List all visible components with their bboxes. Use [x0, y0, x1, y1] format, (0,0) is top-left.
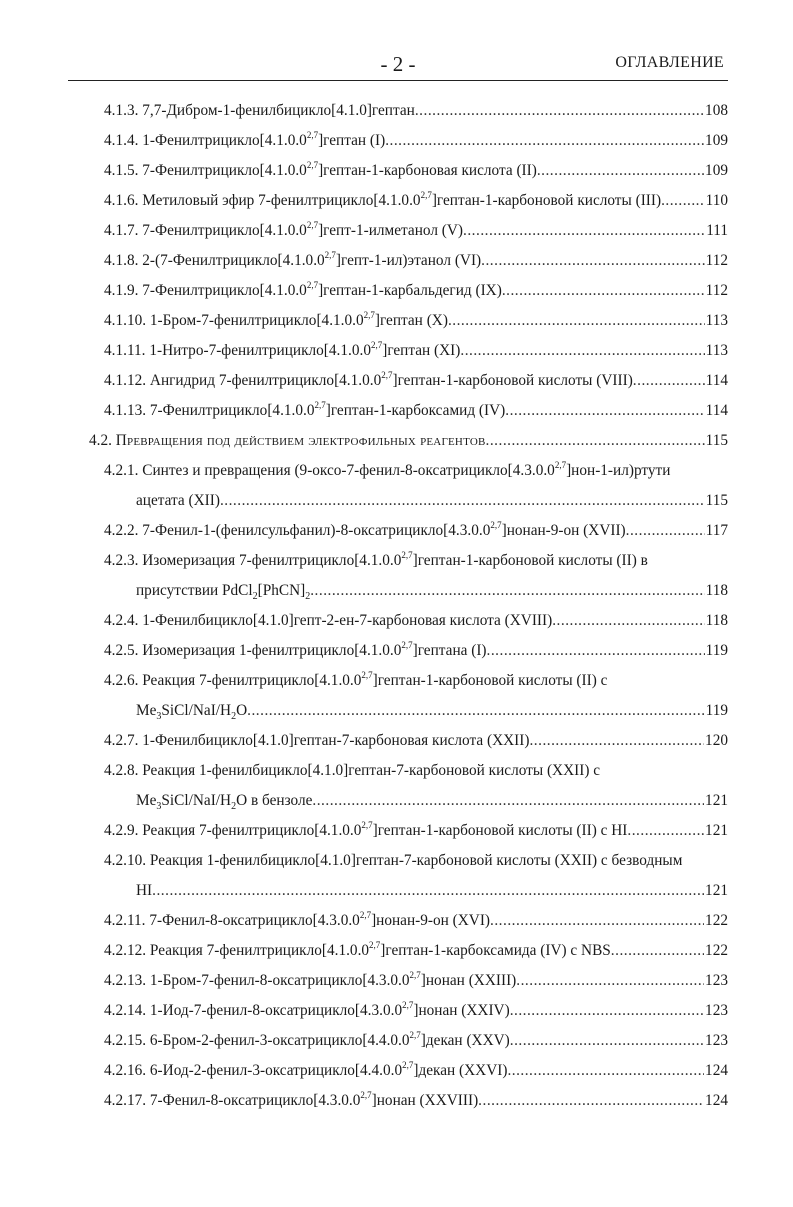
entry-number: 4.2.12. — [104, 942, 147, 959]
entry-title-end: ]гептан-1-карбальдегид (IX) — [318, 282, 502, 299]
toc-entry[interactable] — [104, 246, 728, 276]
leader-dots — [448, 306, 705, 336]
superscript: 2,7 — [401, 549, 413, 560]
toc-entry[interactable] — [104, 816, 728, 846]
page-ref: 115 — [705, 492, 728, 509]
toc-section-heading[interactable] — [89, 426, 728, 456]
superscript: 2,7 — [359, 909, 372, 920]
entry-title: 7,7-Дибром-1-фенилбицикло[4.1.0]гептан — [142, 102, 415, 119]
toc-entry-continuation[interactable] — [136, 696, 728, 726]
entry-title-cont: Me — [136, 792, 157, 809]
section-number: 4.2. — [89, 432, 112, 449]
entry-title-end: ]нонан (XXVIII) — [371, 1092, 479, 1109]
page-ref: 111 — [706, 222, 728, 239]
page-ref: 117 — [705, 522, 728, 539]
entry-title: 7-Фенил-8-оксатрицикло[4.3.0.0 — [149, 1092, 361, 1109]
leader-dots — [627, 816, 704, 846]
entry-title: 7-Фенил-8-оксатрицикло[4.3.0.0 — [149, 912, 360, 929]
toc-entry-continuation[interactable] — [136, 786, 728, 816]
toc-entry[interactable] — [104, 186, 728, 216]
entry-number: 4.1.6. — [104, 192, 139, 209]
superscript: 2,7 — [370, 339, 383, 350]
superscript: 2,7 — [409, 1029, 421, 1040]
entry-title-end: ]нон-1-ил)ртути — [566, 462, 671, 479]
toc-entry[interactable] — [104, 336, 728, 366]
entry-title-end: ]нонан-9-он (XVII) — [501, 522, 626, 539]
page-ref: 122 — [705, 942, 728, 959]
entry-title: 1-Нитро-7-фенилтрицикло[4.1.0.0 — [149, 342, 371, 359]
superscript: 2,7 — [306, 129, 319, 140]
entry-title-end: ]нонан (XXIII) — [420, 972, 517, 989]
entry-number: 4.1.13. — [104, 402, 147, 419]
page-ref: 121 — [705, 792, 728, 809]
entry-title: Синтез и превращения (9-оксо-7-фенил-8-оксатрицикло[4.3.0.0 — [142, 462, 555, 479]
entry-number: 4.2.11. — [104, 912, 146, 929]
entry-number: 4.1.7. — [104, 222, 139, 239]
toc-entry[interactable] — [104, 396, 728, 426]
leader-dots — [481, 246, 704, 276]
superscript: 2,7 — [363, 309, 375, 320]
toc-entry[interactable] — [104, 516, 728, 546]
superscript: 2,7 — [402, 1059, 414, 1070]
leader-dots — [490, 906, 704, 936]
page-ref: 119 — [705, 702, 728, 719]
entry-title-end: ]гептан-1-карбоновой кислоты (VIII) — [392, 372, 633, 389]
superscript: 2,7 — [381, 369, 393, 380]
page-ref: 123 — [705, 1002, 728, 1019]
leader-dots — [507, 1056, 704, 1086]
entry-title: 7-Фенилтрицикло[4.1.0.0 — [149, 402, 315, 419]
entry-title-end: ]нонан-9-он (XVI) — [371, 912, 491, 929]
leader-dots — [310, 576, 704, 606]
leader-dots — [626, 516, 705, 546]
toc-entry[interactable] — [104, 1026, 728, 1056]
toc-entry[interactable] — [104, 156, 728, 186]
superscript: 2,7 — [306, 219, 319, 230]
toc-entry-line[interactable] — [104, 546, 728, 576]
leader-dots — [463, 216, 705, 246]
table-of-contents — [0, 96, 793, 1116]
toc-entry[interactable] — [104, 966, 728, 996]
page-ref: 123 — [705, 972, 728, 989]
leader-dots — [552, 606, 704, 636]
entry-title: 1-Бром-7-фенил-8-оксатрицикло[4.3.0.0 — [149, 972, 410, 989]
entry-title-cont: ацетата (XII) — [136, 492, 220, 509]
entry-title-end: ]гепт-1-ил)этанол (VI) — [335, 252, 482, 269]
entry-number: 4.2.14. — [104, 1002, 147, 1019]
superscript: 2,7 — [369, 939, 381, 950]
entry-title: 1-Фенилтрицикло[4.1.0.0 — [142, 132, 307, 149]
subscript: 2 — [231, 711, 237, 723]
entry-title-end: ]гептан (I) — [318, 132, 386, 149]
leader-dots — [486, 426, 705, 456]
entry-title-end: ]декан (XXVI) — [413, 1062, 508, 1079]
toc-entry[interactable] — [104, 906, 728, 936]
entry-title-cont: [PhCN] — [257, 582, 306, 599]
leader-dots — [505, 396, 704, 426]
entry-title: Реакция 1-фенилбицикло[4.1.0]гептан-7-карбоновой кислоты (XXII) с безводным — [149, 852, 683, 869]
superscript: 2,7 — [554, 459, 567, 470]
entry-title: 1-Иод-7-фенил-8-оксатрицикло[4.3.0.0 — [149, 1002, 403, 1019]
leader-dots — [460, 336, 704, 366]
entry-title-end: ]гептан-1-карбоновой кислоты (II) в — [412, 552, 648, 569]
entry-title-end: ]нонан (XXIV) — [413, 1002, 510, 1019]
page-number: - 2 - — [380, 52, 416, 76]
page-ref: 109 — [705, 162, 728, 179]
subscript: 2 — [252, 591, 258, 603]
page-ref: 113 — [705, 312, 728, 329]
toc-entry-line[interactable] — [104, 456, 728, 486]
entry-number: 4.1.4. — [104, 132, 139, 149]
entry-title-cont: O — [236, 702, 248, 719]
toc-entry-line[interactable] — [104, 666, 728, 696]
entry-number: 4.2.7. — [104, 732, 139, 749]
entry-number: 4.1.11. — [104, 342, 146, 359]
entry-title: 1-Бром-7-фенилтрицикло[4.1.0.0 — [149, 312, 364, 329]
page-ref: 121 — [705, 822, 728, 839]
entry-number: 4.2.17. — [104, 1092, 147, 1109]
entry-number: 4.2.9. — [104, 822, 139, 839]
entry-title: Реакция 7-фенилтрицикло[4.1.0.0 — [149, 942, 370, 959]
entry-title: 7-Фенилтрицикло[4.1.0.0 — [142, 282, 307, 299]
toc-entry[interactable] — [104, 126, 728, 156]
entry-title: 7-Фенилтрицикло[4.1.0.0 — [142, 162, 307, 179]
page-ref: 114 — [705, 402, 728, 419]
entry-title-end: ]гептан-1-карбоновая кислота (II) — [318, 162, 537, 179]
entry-title-end: ]гептан (X) — [374, 312, 448, 329]
leader-dots — [312, 786, 704, 816]
leader-dots — [529, 726, 704, 756]
toc-entry-line[interactable] — [104, 756, 728, 786]
superscript: 2,7 — [324, 249, 336, 260]
leader-dots — [220, 486, 705, 516]
section-title: Превращения под действием электрофильных реагентов — [115, 432, 486, 449]
leader-dots — [502, 276, 705, 306]
entry-number: 4.1.5. — [104, 162, 139, 179]
page-ref: 121 — [705, 882, 728, 899]
leader-dots — [385, 126, 704, 156]
toc-entry[interactable] — [104, 936, 728, 966]
leader-dots — [510, 996, 704, 1026]
entry-title-end: ]гептан-1-карбоновой кислоты (II) с — [372, 672, 608, 689]
entry-title: 6-Бром-2-фенил-3-оксатрицикло[4.4.0.0 — [149, 1032, 410, 1049]
entry-number: 4.2.2. — [104, 522, 139, 539]
entry-title-end: ]гептан-1-карбоновой кислоты (III) — [431, 192, 662, 209]
superscript: 2,7 — [306, 159, 319, 170]
entry-title: 1-Фенилбицикло[4.1.0]гепт-2-ен-7-карбоновая кислота (XVIII) — [142, 612, 553, 629]
leader-dots — [487, 636, 705, 666]
leader-dots — [152, 876, 704, 906]
page-header — [68, 50, 728, 81]
entry-title-end: ]гептан (XI) — [382, 342, 461, 359]
entry-title-cont: Me — [136, 702, 157, 719]
entry-title: 2-(7-Фенилтрицикло[4.1.0.0 — [142, 252, 325, 269]
page-ref: 124 — [705, 1062, 728, 1079]
superscript: 2,7 — [409, 969, 421, 980]
entry-title: Реакция 1-фенилбицикло[4.1.0]гептан-7-карбоновой кислоты (XXII) с — [142, 762, 601, 779]
entry-title-end: ]декан (XXV) — [420, 1032, 510, 1049]
entry-title-end: ]гептан-1-карбоксамида (IV) с NBS — [380, 942, 611, 959]
entry-number: 4.2.1. — [104, 462, 139, 479]
entry-number: 4.1.12. — [104, 372, 147, 389]
entry-title-cont: присутствии PdCl — [136, 582, 253, 599]
superscript: 2,7 — [490, 519, 502, 530]
entry-number: 4.2.15. — [104, 1032, 147, 1049]
page-ref: 124 — [705, 1092, 728, 1109]
page-ref: 115 — [705, 432, 728, 449]
superscript: 2,7 — [360, 1089, 372, 1100]
page-ref: 123 — [705, 1032, 728, 1049]
entry-number: 4.2.3. — [104, 552, 139, 569]
superscript: 2,7 — [361, 819, 373, 830]
entry-title: 7-Фенилтрицикло[4.1.0.0 — [142, 222, 307, 239]
leader-dots — [247, 696, 704, 726]
page-ref: 122 — [705, 912, 728, 929]
superscript: 2,7 — [402, 999, 414, 1010]
page-ref: 113 — [705, 342, 728, 359]
leader-dots — [415, 96, 704, 126]
toc-entry-continuation[interactable] — [136, 576, 728, 606]
toc-entry-continuation[interactable] — [136, 876, 728, 906]
toc-entry-line[interactable] — [104, 846, 728, 876]
entry-title-end: ]гептан-1-карбоновой кислоты (II) с HI — [372, 822, 628, 839]
superscript: 2,7 — [361, 669, 373, 680]
entry-title: 1-Фенилбицикло[4.1.0]гептан-7-карбоновая кислота (XXII) — [142, 732, 530, 749]
entry-title: Реакция 7-фенилтрицикло[4.1.0.0 — [142, 672, 362, 689]
toc-entry[interactable] — [104, 606, 728, 636]
leader-dots — [661, 186, 705, 216]
page-ref: 114 — [705, 372, 728, 389]
entry-number: 4.2.13. — [104, 972, 147, 989]
leader-dots — [633, 366, 705, 396]
entry-title-cont: HI — [136, 882, 153, 899]
page-ref: 110 — [705, 192, 728, 209]
entry-number: 4.2.16. — [104, 1062, 147, 1079]
entry-title-cont: SiCl/NaI/H — [161, 702, 232, 719]
toc-entry[interactable] — [104, 306, 728, 336]
page-ref: 119 — [705, 642, 728, 659]
subscript: 3 — [156, 711, 162, 723]
subscript: 2 — [231, 801, 237, 813]
toc-entry[interactable] — [104, 96, 728, 126]
entry-title-cont: SiCl/NaI/H — [161, 792, 232, 809]
page-ref: 120 — [705, 732, 728, 749]
entry-title: 6-Иод-2-фенил-3-оксатрицикло[4.4.0.0 — [149, 1062, 403, 1079]
entry-number: 4.1.9. — [104, 282, 139, 299]
entry-title: Изомеризация 1-фенилтрицикло[4.1.0.0 — [142, 642, 402, 659]
subscript: 2 — [305, 591, 311, 603]
entry-title-cont: O в бензоле — [236, 792, 313, 809]
entry-title-end: ]гепт-1-илметанол (V) — [318, 222, 464, 239]
entry-title: 7-Фенил-1-(фенилсульфанил)-8-оксатрицикло[4.3.0.0 — [142, 522, 491, 539]
page-ref: 108 — [705, 102, 728, 119]
entry-number: 4.2.4. — [104, 612, 139, 629]
page-ref: 112 — [705, 252, 728, 269]
leader-dots — [516, 966, 704, 996]
entry-title: Изомеризация 7-фенилтрицикло[4.1.0.0 — [142, 552, 402, 569]
leader-dots — [611, 936, 704, 966]
entry-number: 4.1.3. — [104, 102, 139, 119]
page-ref: 109 — [705, 132, 728, 149]
toc-entry[interactable] — [104, 216, 728, 246]
subscript: 3 — [156, 801, 162, 813]
entry-title: Реакция 7-фенилтрицикло[4.1.0.0 — [142, 822, 362, 839]
entry-number: 4.2.5. — [104, 642, 139, 659]
entry-number: 4.2.10. — [104, 852, 147, 869]
entry-number: 4.1.10. — [104, 312, 147, 329]
entry-title: Ангидрид 7-фенилтрицикло[4.1.0.0 — [149, 372, 382, 389]
leader-dots — [510, 1026, 704, 1056]
leader-dots — [537, 156, 704, 186]
superscript: 2,7 — [314, 399, 326, 410]
toc-entry[interactable] — [104, 996, 728, 1026]
entry-number: 4.1.8. — [104, 252, 139, 269]
entry-number: 4.2.8. — [104, 762, 139, 779]
entry-title: Метиловый эфир 7-фенилтрицикло[4.1.0.0 — [142, 192, 421, 209]
page-ref: 112 — [705, 282, 728, 299]
entry-title-end: ]гептан-1-карбоксамид (IV) — [325, 402, 506, 419]
superscript: 2,7 — [401, 639, 413, 650]
toc-entry[interactable] — [104, 726, 728, 756]
superscript: 2,7 — [420, 189, 432, 200]
superscript: 2,7 — [306, 279, 319, 290]
toc-entry[interactable] — [104, 636, 728, 666]
toc-entry[interactable] — [104, 276, 728, 306]
toc-entry[interactable] — [104, 1086, 728, 1116]
page-ref: 118 — [705, 612, 728, 629]
entry-title-end: ]гептана (I) — [412, 642, 487, 659]
toc-entry-continuation[interactable] — [136, 486, 728, 516]
toc-entry[interactable] — [104, 366, 728, 396]
page-ref: 118 — [705, 582, 728, 599]
entry-number: 4.2.6. — [104, 672, 139, 689]
toc-entry[interactable] — [104, 1056, 728, 1086]
leader-dots — [478, 1086, 704, 1116]
running-title: ОГЛАВЛЕНИЕ — [615, 54, 724, 71]
